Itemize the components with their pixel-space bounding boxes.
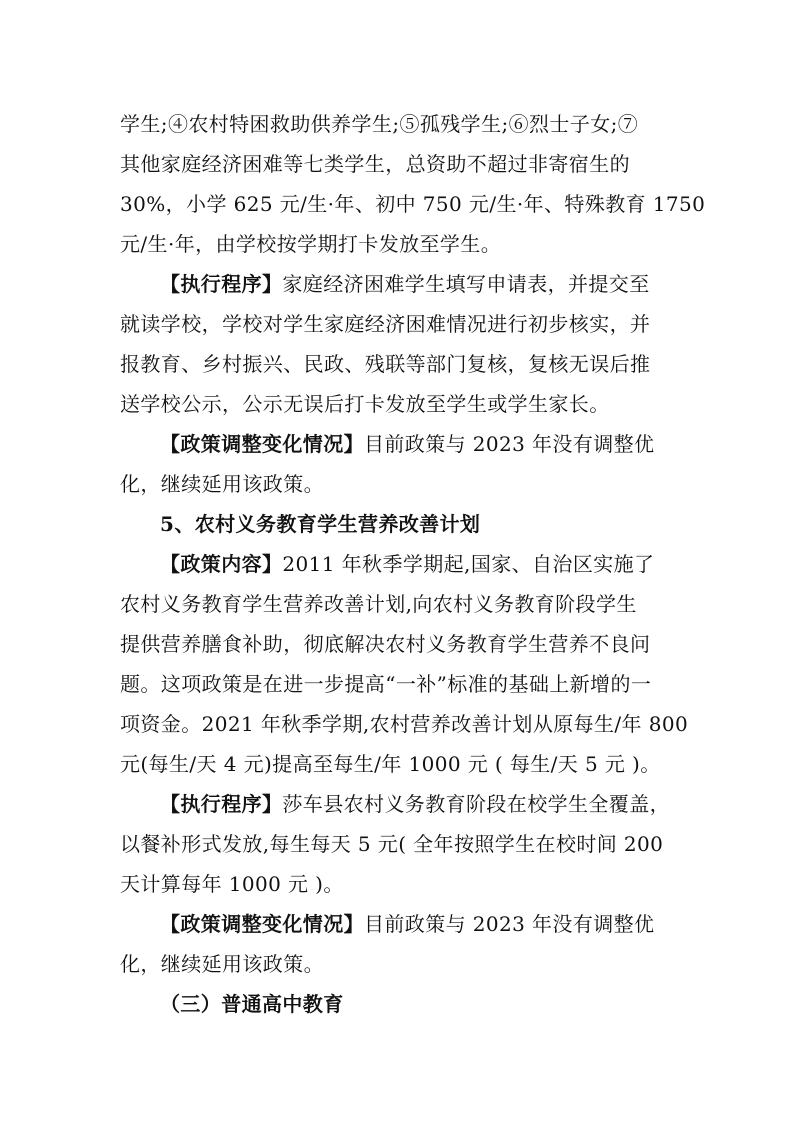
- paragraph-line: 其他家庭经济困难等七类学生，总资助不超过非寄宿生的: [120, 152, 630, 176]
- paragraph-line: 农村义务教育学生营养改善计划,向农村义务教育阶段学生: [120, 592, 637, 616]
- paragraph-text: 目前政策与 2023 年没有调整优: [364, 432, 655, 456]
- paragraph-line: 提供营养膳食补助，彻底解决农村义务教育学生营养不良问: [120, 632, 651, 656]
- paragraph-line: [0, 790, 793, 818]
- paragraph-text: 家庭经济困难学生填写申请表，并提交至: [282, 272, 650, 296]
- section-label: 【政策调整变化情况】: [160, 912, 364, 936]
- paragraph-line: 天计算每年 1000 元 )。: [120, 872, 344, 896]
- paragraph-line: [0, 550, 793, 578]
- paragraph-line: 化，继续延用该政策。: [120, 952, 324, 976]
- paragraph-line: 以餐补形式发放,每生每天 5 元( 全年按照学生在校时间 200: [120, 832, 664, 856]
- section-heading: （三）普通高中教育: [160, 992, 344, 1016]
- paragraph-line: 30%，小学 625 元/生·年、初中 750 元/生·年、特殊教育 1750: [120, 192, 706, 216]
- paragraph-line: [0, 910, 793, 938]
- paragraph-line: 送学校公示，公示无误后打卡发放至学生或学生家长。: [120, 392, 610, 416]
- section-label: 【执行程序】: [160, 272, 283, 296]
- paragraph-line: [0, 430, 793, 458]
- paragraph-line: 就读学校，学校对学生家庭经济困难情况进行初步核实，并: [120, 312, 651, 336]
- section-label: 【执行程序】: [160, 792, 283, 816]
- paragraph-line: 元(每生/天 4 元)提高至每生/年 1000 元 ( 每生/天 5 元 )。: [120, 752, 661, 776]
- paragraph-text: 目前政策与 2023 年没有调整优: [364, 912, 655, 936]
- paragraph-line: [0, 270, 793, 298]
- paragraph-text: 莎车县农村义务教育阶段在校学生全覆盖，: [282, 792, 671, 816]
- paragraph-line: 题。这项政策是在进一步提高“一补”标准的基础上新增的一: [120, 672, 652, 696]
- paragraph-line: 项资金。2021 年秋季学期,农村营养改善计划从原每生/年 800: [120, 712, 689, 736]
- paragraph-text: 2011 年秋季学期起,国家、自治区实施了: [282, 552, 655, 576]
- paragraph-line: 元/生·年，由学校按学期打卡发放至学生。: [120, 232, 502, 256]
- section-heading: 5、农村义务教育学生营养改善计划: [160, 512, 481, 536]
- paragraph-line: 学生;④农村特困救助供养学生;⑤孤残学生;⑥烈士子女;⑦: [120, 112, 639, 136]
- paragraph-line: 报教育、乡村振兴、民政、残联等部门复核，复核无误后推: [120, 352, 651, 376]
- section-label: 【政策调整变化情况】: [160, 432, 364, 456]
- paragraph-line: 化，继续延用该政策。: [120, 472, 324, 496]
- section-label: 【政策内容】: [160, 552, 283, 576]
